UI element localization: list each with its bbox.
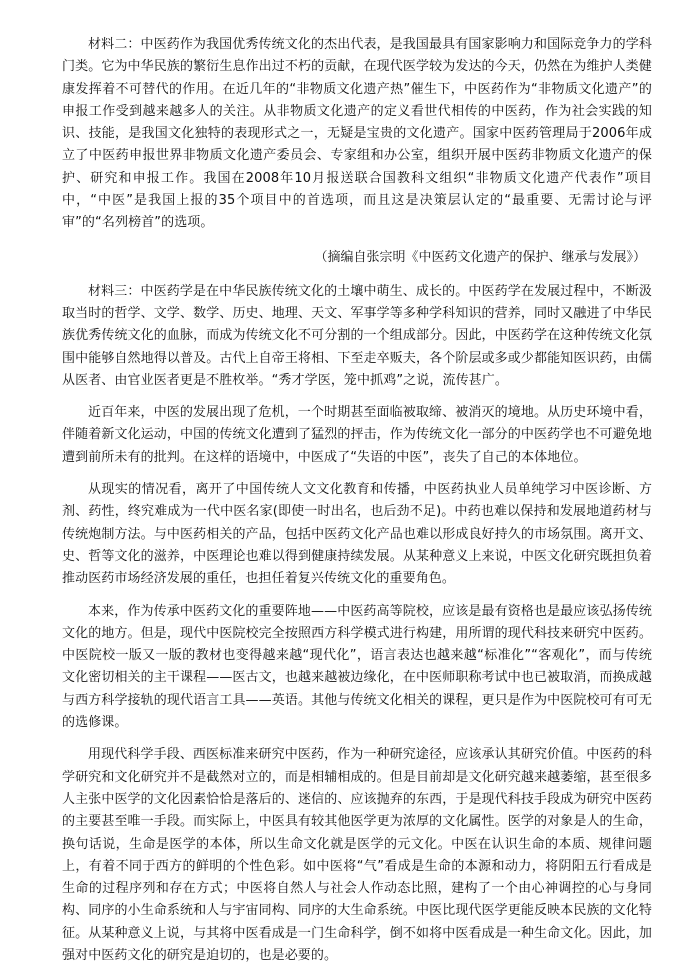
paragraph-material-three: 材料三：中医药学是在中华民族传统文化的土壤中萌生、成长的。中医药学在发展过程中，不断汲取当时的哲学、文学、数学、历史、地理、天文、军事学等多种学科知识的营养，同时又融进了中华民族优秀传统文化的血脉，而成为传统文化不可分割的一个组成部分。因此，中医药学在这种传统文化氛围中能够自然地得以普及。古代上自帝王将相、下至走卒贩夫，各个阶层或多或少都能知医识药，由儒从医者、由官业医者更是不胜枚举。“秀才学医，笼中抓鸡”之说，流传甚广。 — [62, 283, 652, 388]
paragraph-education: 本来，作为传承中医药文化的重要阵地——中医药高等院校，应该是最有资格也是最应该弘扬传统文化的地方。但是，现代中医院校完全按照西方科学模式进行构建，用所谓的现代科技来研究中医药。中医院校一版又一版的教材也变得越来越“现代化”，语言表达也越来越“标准化”“客观化”，而与传统文化密切相关的主干课程——医古文，也越来越被边缘化，在中医师职称考试中也已被取消，而换成越与西方科学接轨的现代语言工具——英语。其他与传统文化相关的课程，更只是作为中医院校可有可无的选修课。 — [62, 603, 652, 731]
paragraph-reality: 从现实的情况看，离开了中国传统人文文化教育和传播，中医药执业人员单纯学习中医诊断、方剂、药性，终究难成为一代中医名家(即使一时出名，也后劲不足)。中药也难以保持和发展地道药材与传统炮制方法。与中医药相关的产品，包括中医药文化产品也难以形成良好持久的市场氛围。离开文、史、哲等文化的滋养，中医理论也难以得到健康持续发展。从某种意义上来说，中医文化研究既担负着推动医药市场经济发展的重任，也担任着复兴传统文化的重要角色。 — [62, 482, 652, 587]
source-citation: （摘编自张宗明《中医药文化遗产的保护、继承与发展》） — [314, 249, 646, 265]
paragraph-research: 用现代科学手段、西医标准来研究中医药，作为一种研究途径，应该承认其研究价值。中医药的科学研究和文化研究并不是截然对立的，而是相辅相成的。但是目前却是文化研究越来越萎缩，甚至很多人主张中医学的文化因素恰恰是落后的、迷信的、应该抛弃的东西，于是现代科技手段成为研究中医药的主要甚至唯一手段。而实际上，中医具有较其他医学更为浓厚的文化属性。医学的对象是人的生命，换句话说，生命是医学的本体，所以生命文化就是医学的元文化。中医在认识生命的本质、规律问题上，有着不同于西方的鲜明的个性色彩。如中医将“气”看成是生命的本源和动力，将阴阳五行看成是生命的过程序列和存在方式；中医将自然人与社会人作动态比照，建构了一个由心神调控的心与身同构、同序的小生命系统和人与宇宙同构、同序的大生命系统。中医比现代医学更能反映本民族的文化特征。从某种意义上说，与其将中医看成是一门生命科学，倒不如将中医看成是一种生命文化。因此，加强对中医药文化的研究是迫切的，也是必要的。 — [62, 747, 652, 963]
paragraph-history: 近百年来，中医的发展出现了危机，一个时期甚至面临被取缔、被消灭的境地。从历史环境中看，伴随着新文化运动，中国的传统文化遭到了猛烈的抨击，作为传统文化一部分的中医药学也不可避免地遭到前所未有的批判。在这样的语境中，中医成了“失语的中医”，丧失了自己的本体地位。 — [62, 405, 652, 465]
document-page — [62, 34, 652, 967]
paragraph-material-two: 材料二：中医药作为我国优秀传统文化的杰出代表，是我国最具有国家影响力和国际竞争力的学科门类。它为中华民族的繁衍生息作出过不朽的贡献，在现代医学较为发达的今天，仍然在为维护人类健康发挥着不可替代的作用。在近几年的“非物质文化遗产热”催生下，中医药作为“非物质文化遗产”的申报工作受到越来越多人的关注。从非物质文化遗产的定义看世代相传的中医药，作为社会实践的知识、技能，是我国文化独特的表现形式之一，无疑是宝贵的文化遗产。国家中医药管理局于2006年成立了中医药申报世界非物质文化遗产委员会、专家组和办公室，组织开展中医药非物质文化遗产的保护、研究和申报工作。我国在2008年10月报送联合国教科文组织“非物质文化遗产代表作”项目中，“中医”是我国上报的35个项目中的首选项，而且这是决策层认定的“最重要、无需讨论与评审”的“名列榜首”的选项。 — [62, 37, 652, 231]
